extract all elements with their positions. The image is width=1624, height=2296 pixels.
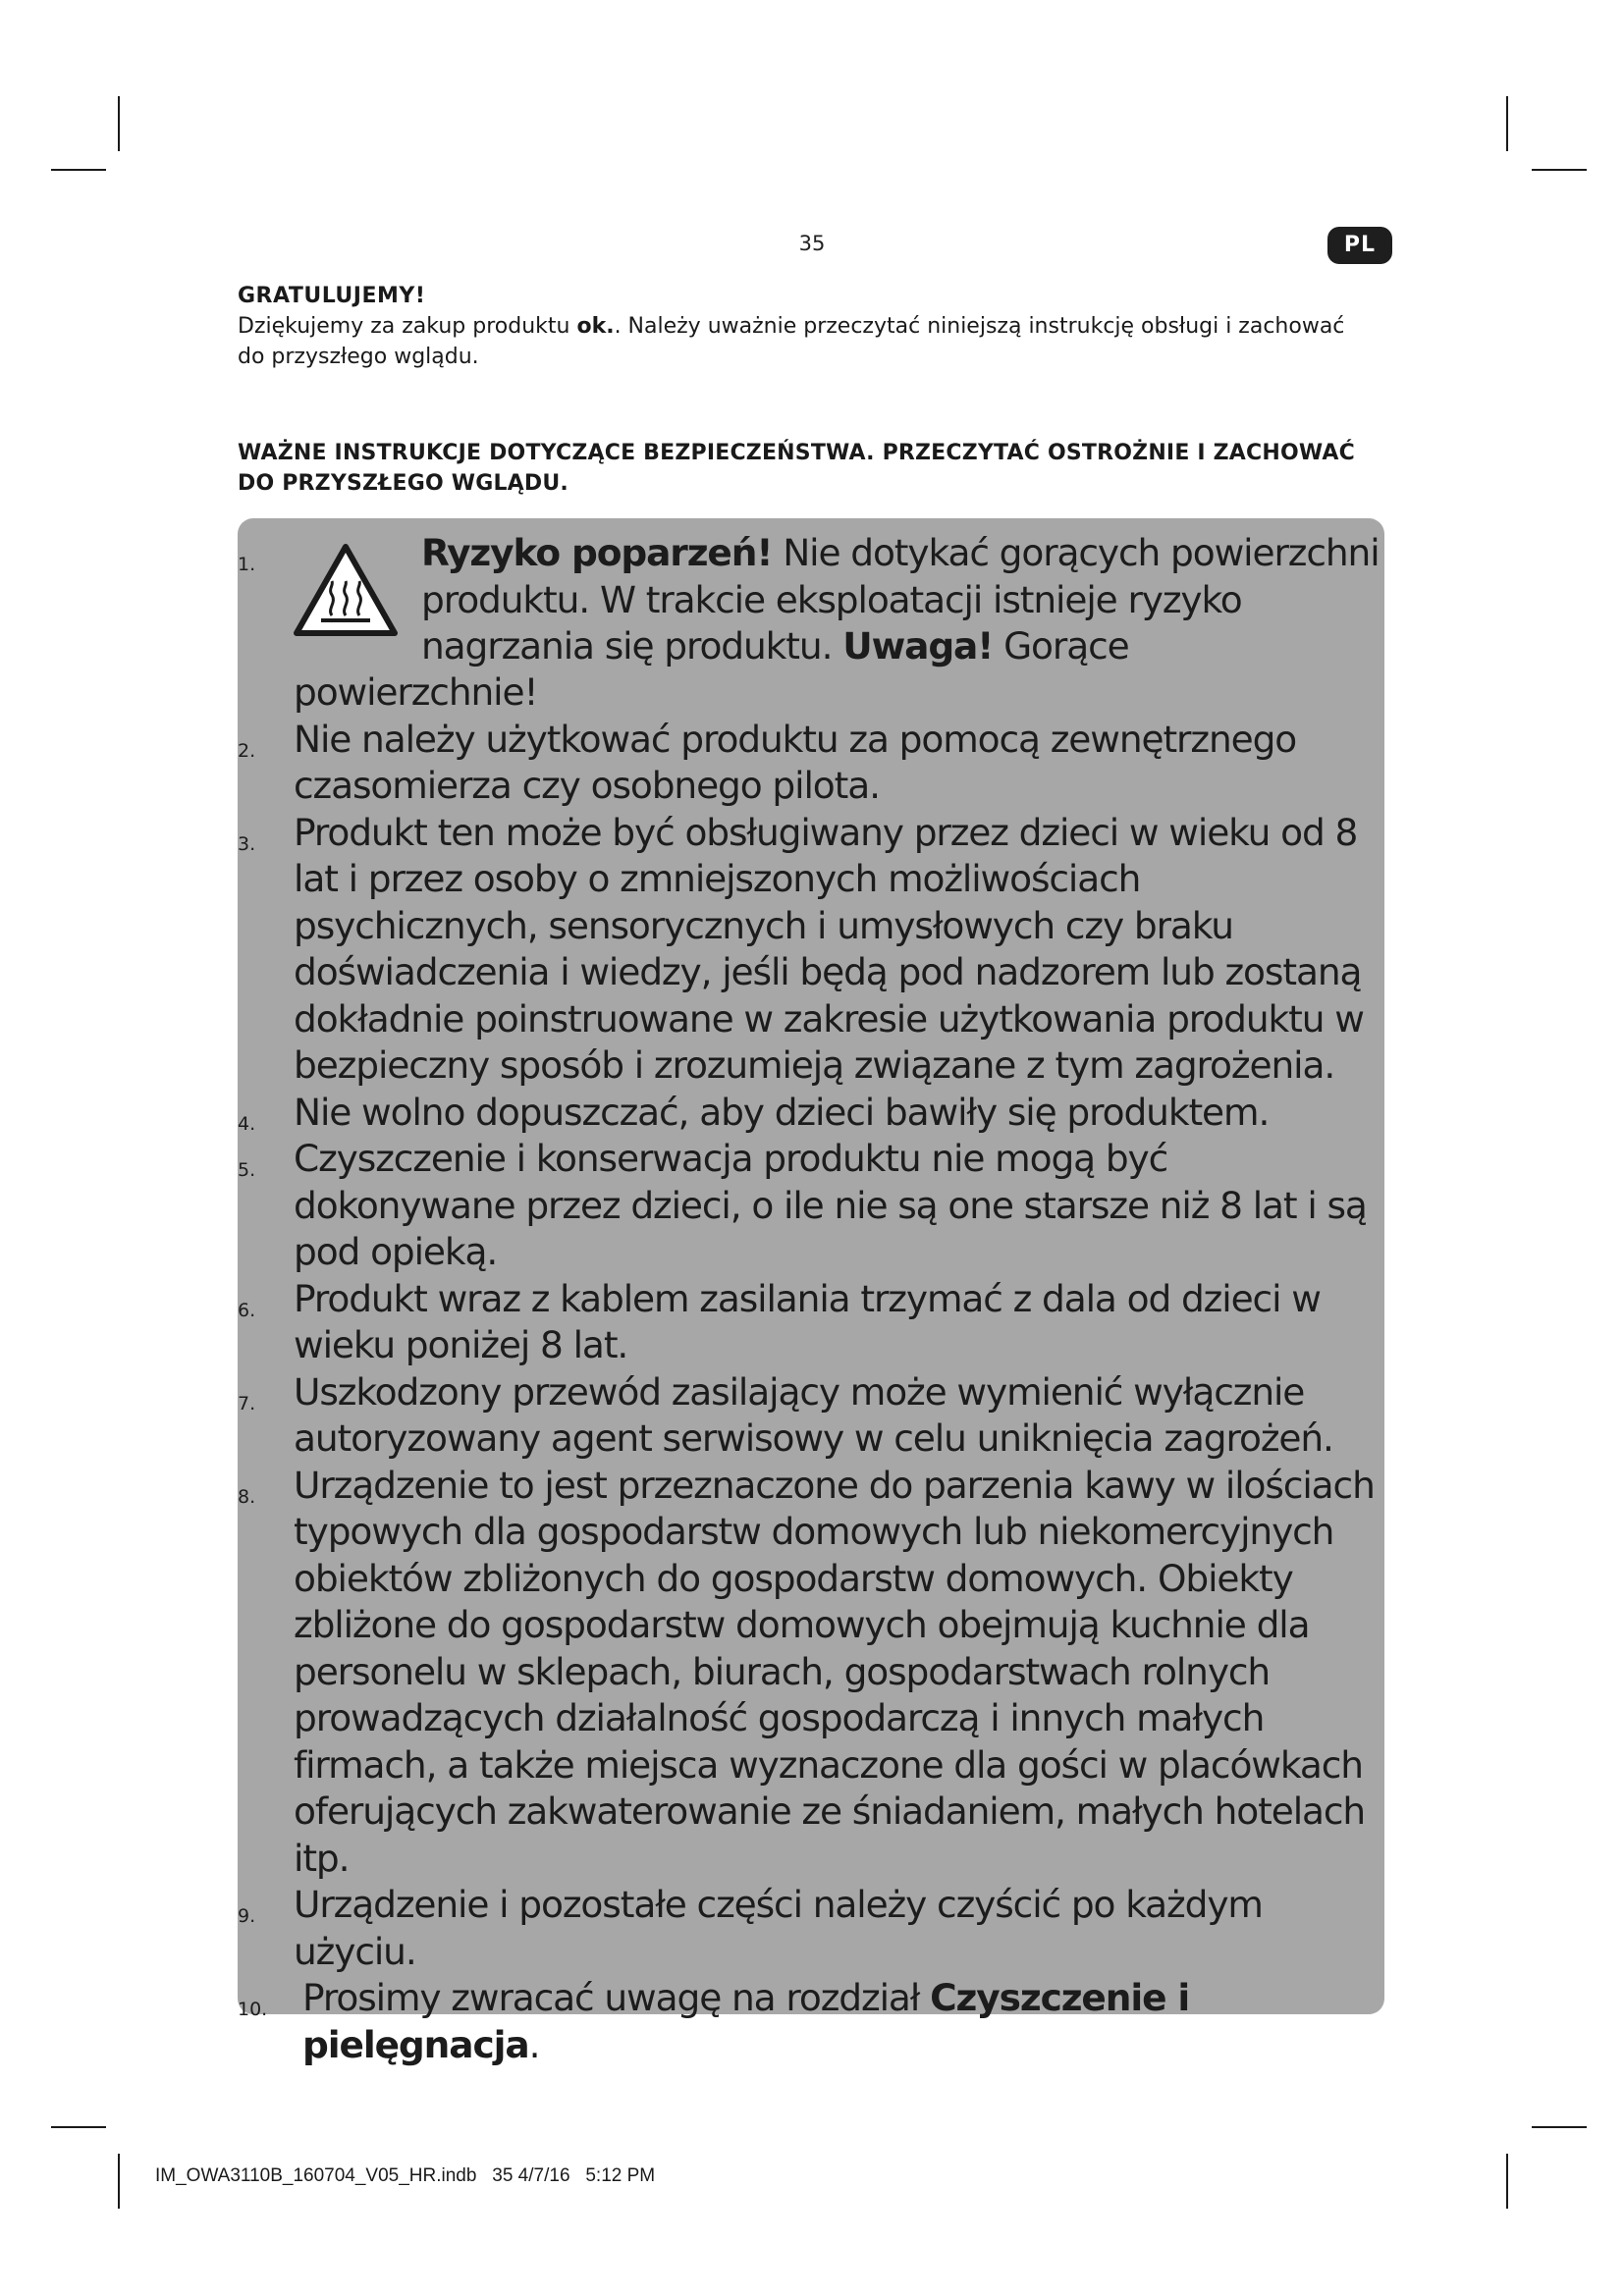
list-item xyxy=(238,1090,1384,1137)
item-text: Uszkodzony przewód zasilający może wymienić wyłącznie autoryzowany agent serwisowy w celu uniknięcia zagrożeń. xyxy=(294,1369,1333,1460)
footer-file: IM_OWA3110B_160704_V05_HR.indb 35 xyxy=(155,2165,514,2186)
list-item xyxy=(238,810,1384,1090)
item-number: 10. xyxy=(238,1999,268,2020)
item-text: Czyszczenie i konserwacja produktu nie mogą być dokonywane przez dzieci, o ile nie są one starsze niż 8 lat i są pod opieką. xyxy=(294,1137,1367,1273)
list-item xyxy=(238,1463,1384,1883)
item-text: . xyxy=(528,2022,540,2066)
crop-mark xyxy=(1506,2154,1508,2209)
item-text: Urządzenie i pozostałe części należy czyścić po każdym użyciu. xyxy=(294,1883,1263,1973)
safety-list xyxy=(238,530,1384,2068)
intro-text xyxy=(238,311,1377,372)
item-text: Produkt wraz z kablem zasilania trzymać z dala od dzieci w wieku poniżej 8 lat. xyxy=(294,1276,1321,1366)
page-number: 35 xyxy=(798,232,826,255)
item-text: nagrzania się produktu. xyxy=(421,624,843,667)
item-text: Gorące xyxy=(993,624,1129,667)
item-number: 6. xyxy=(238,1299,256,1321)
crop-mark xyxy=(118,2154,120,2209)
crop-mark xyxy=(1506,96,1508,151)
first-item-text xyxy=(421,530,1403,670)
list-item xyxy=(238,530,1384,717)
item-number: 5. xyxy=(238,1159,256,1181)
item-text: Nie dotykać gorących powierzchni xyxy=(772,531,1380,574)
crop-mark xyxy=(51,169,106,171)
item-number: 7. xyxy=(238,1392,256,1415)
intro-section xyxy=(238,281,1377,372)
list-item xyxy=(238,1276,1384,1369)
item-number: 9. xyxy=(238,1905,256,1927)
item-number: 8. xyxy=(238,1485,256,1508)
list-item xyxy=(238,1369,1384,1463)
item-number: 4. xyxy=(238,1112,256,1135)
product-name: ok. xyxy=(576,314,615,339)
item-text: Prosimy zwracać uwagę na rozdział xyxy=(302,1976,931,2019)
crop-mark xyxy=(118,96,120,151)
item-text: Produkt ten może być obsługiwany przez dzieci w wieku od 8 lat i przez osoby o zmniejszonych możliwościach psychicznych, sensorycznych i umysłowych czy braku doświadczenia i wiedzy, jeśli będą pod nadzorem lub zostaną dokładnie poinstruowane w zakresie użytkowania produktu w bezpieczny sposób i zrozumieją związane z tym zagrożenia. xyxy=(294,810,1364,1087)
item-text: powierzchnie! xyxy=(294,670,538,714)
item-number: 2. xyxy=(238,739,256,762)
safety-title: WAŻNE INSTRUKCJE DOTYCZĄCE BEZPIECZEŃSTWA. PRZECZYTAĆ OSTROŻNIE I ZACHOWAĆ DO PRZYSZŁEGO WGLĄDU. xyxy=(238,441,1355,496)
intro-text-start: Dziękujemy za zakup produktu xyxy=(238,314,577,339)
list-item xyxy=(238,717,1384,810)
print-footer xyxy=(155,2165,655,2187)
footer-datetime: 4/7/16 5:12 PM xyxy=(513,2165,656,2186)
caution-label: Uwaga! xyxy=(842,624,994,667)
crop-mark xyxy=(1532,169,1587,171)
list-item xyxy=(238,1882,1384,1975)
crop-mark xyxy=(51,2126,106,2128)
intro-text-end: . Należy uważnie przeczytać niniejszą instrukcję obsługi i zachować do przyszłego wglądu. xyxy=(238,314,1345,369)
hot-surface-warning-icon xyxy=(292,542,400,640)
cleaning-chapter-reference: Czyszczenie i pielęgnacja xyxy=(302,1976,1190,2066)
item-number: 1. xyxy=(238,554,256,575)
first-item-block xyxy=(238,530,1384,669)
intro-heading: GRATULUJEMY! xyxy=(238,284,426,308)
list-item xyxy=(238,1975,1384,2068)
item-text: produktu. W trakcie eksploatacji istnieje ryzyko xyxy=(421,577,1242,621)
item-number: 3. xyxy=(238,832,256,855)
language-badge: PL xyxy=(1327,227,1392,264)
item-text: Nie należy użytkować produktu za pomocą zewnętrznego czasomierza czy osobnego pilota. xyxy=(294,717,1297,807)
item-text: Urządzenie to jest przeznaczone do parzenia kawy w ilościach typowych dla gospodarstw domowych lub niekomercyjnych obiektów zbliżonych do gospodarstw domowych. Obiekty zbliżone do gospodarstw domowych obejmują kuchnie dla personelu w sklepach, biurach, gospodarstwach rolnych prowadzących działalność gospodarczą i innych małych firmach, a także miejsca wyznaczone dla gości w placówkach oferujących zakwaterowanie ze śniadaniem, małych hotelach itp. xyxy=(294,1463,1375,1880)
crop-mark xyxy=(1532,2126,1587,2128)
item-text: Nie wolno dopuszczać, aby dzieci bawiły się produktem. xyxy=(294,1090,1270,1134)
burn-risk-label: Ryzyko poparzeń! xyxy=(421,531,773,574)
safety-warning-box xyxy=(238,518,1384,2066)
list-item xyxy=(238,1136,1384,1276)
